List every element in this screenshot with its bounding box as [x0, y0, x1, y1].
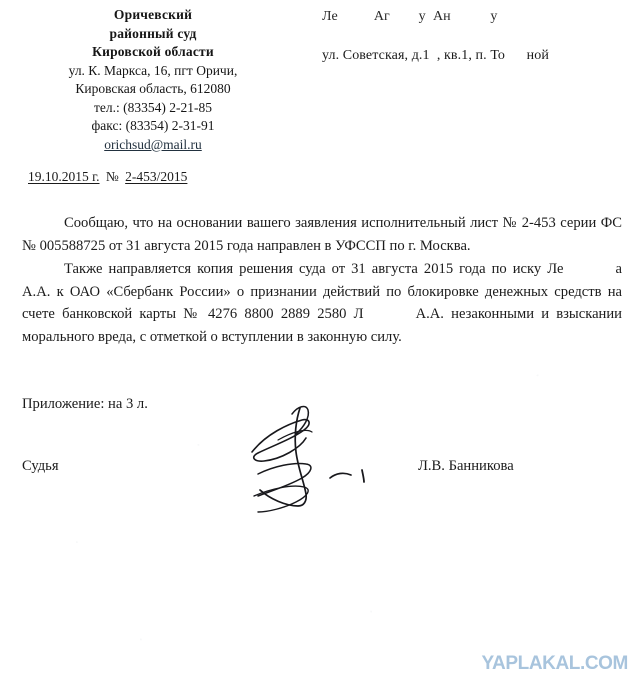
addressee-address: ул. Советская, д.1 , кв.1, п. То ной: [322, 48, 549, 63]
court-fax: факс: (83354) 2-31-91: [91, 118, 215, 133]
redacted-name-1: Ле: [547, 261, 564, 278]
attachment-line: Приложение: на 3 л.: [22, 396, 148, 412]
addressee-name: Ле Аг у Ан у: [322, 9, 498, 24]
court-email-link[interactable]: orichsud@mail.ru: [104, 136, 202, 152]
addressee-block: [322, 8, 632, 64]
body-paragraph-2: [22, 258, 622, 348]
court-name-line-3: Кировской области: [92, 44, 214, 59]
document-date: 19.10.2015 г.: [28, 169, 100, 184]
signer-title: Судья: [22, 458, 59, 474]
paragraph-2-segment-1: Также направляется копия решения суда от 31 августа 2015 года по иску: [64, 261, 542, 278]
letter-body: [22, 212, 622, 349]
court-name-line-2: районный суд: [109, 25, 197, 41]
court-phone: тел.: (83354) 2-21-85: [94, 99, 212, 115]
number-sign: №: [105, 169, 119, 184]
signature-block: [22, 458, 622, 484]
reference-line: [28, 168, 187, 186]
letterhead-block: [18, 6, 288, 154]
site-watermark: YAPLAKAL.COM: [481, 653, 628, 674]
redacted-name-2: Л: [353, 306, 364, 323]
signer-name: Л.В. Банникова: [418, 458, 514, 474]
document-header: [0, 0, 640, 165]
court-address-line-1: ул. К. Маркса, 16, пгт Оричи,: [68, 62, 238, 78]
document-number: 2-453/2015: [125, 169, 188, 184]
paragraph-2-segment-2: а А.А. к ОАО «Сбербанк России» о признании действий по блокировке денежных средств на счете банковской карты № 4276 8800 2889 2580: [22, 261, 622, 323]
court-address-line-2: Кировская область, 612080: [75, 81, 231, 96]
court-name-line-1: Оричевский: [113, 7, 193, 22]
paragraph-2-segment-3: А.А. незаконными и взыскании морального вреда, с отметкой о вступлении в законную силу.: [22, 306, 622, 345]
body-paragraph-1: Сообщаю, что на основании вашего заявления исполнительный лист № 2-453 серии ФС № 005588725 от 31 августа 2015 года направлен в УФССП по г. Москва.: [22, 215, 622, 254]
